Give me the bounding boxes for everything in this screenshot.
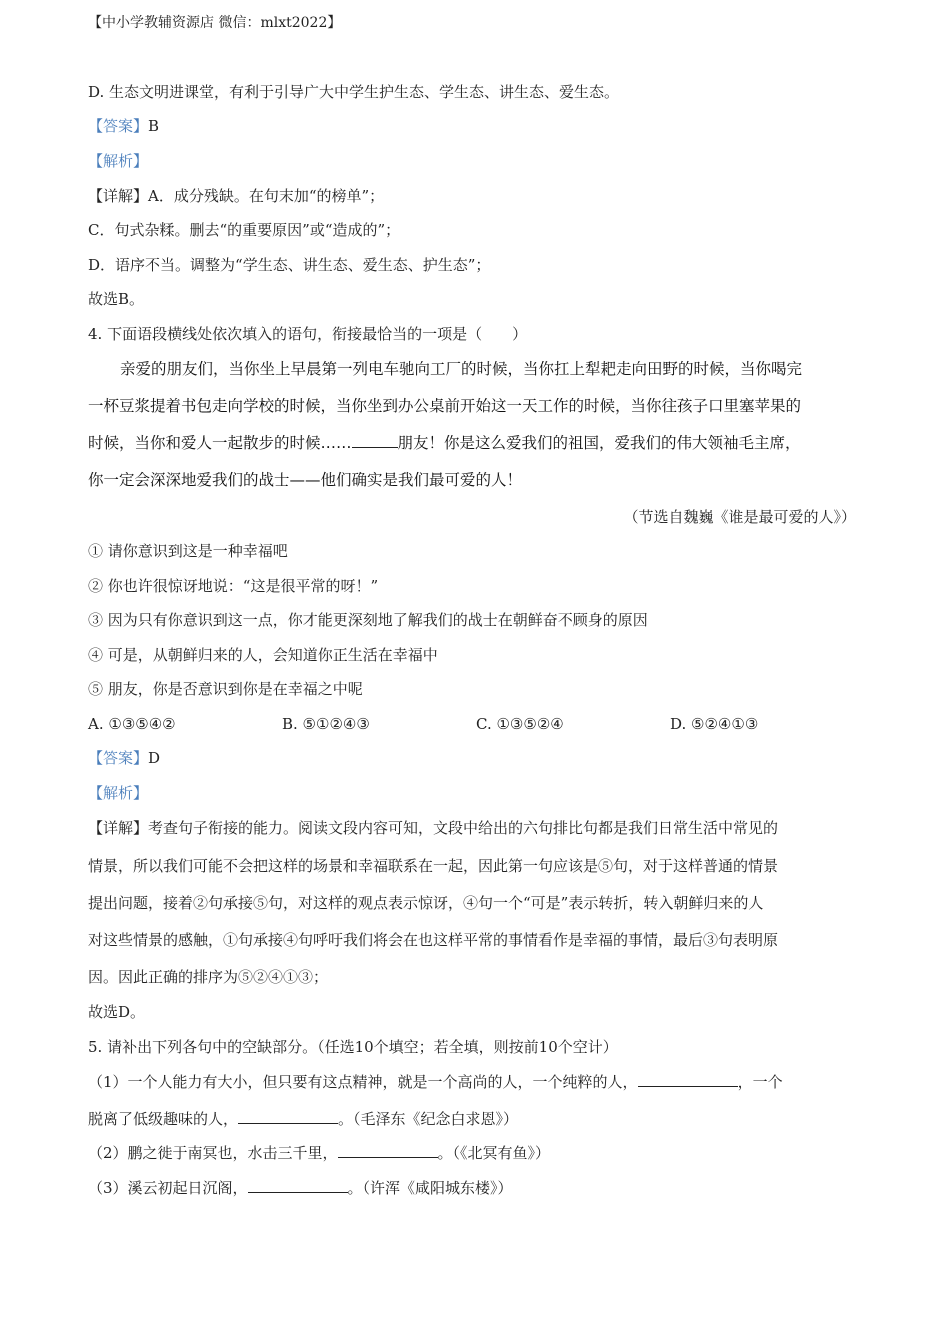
q5-s3-text-a: （3）溪云初起日沉阁， [88, 1179, 248, 1197]
q3-answer: B [148, 117, 160, 135]
fill-blank [238, 1109, 338, 1124]
q5-sentence-1-cont [88, 1109, 518, 1129]
q5-sentence-1 [88, 1072, 783, 1092]
q4-detail-1-text: 考查句子衔接的能力。阅读文段内容可知，文段中给出的六句排比句都是我们日常生活中常见的 [148, 819, 779, 837]
q4-passage-3b: 朋友！你是这么爱我们的祖国，爱我们的伟大领袖毛主席， [397, 434, 801, 452]
q5-s2-text-b: 。（《北冥有鱼》） [437, 1144, 551, 1162]
q4-detail-line-1 [88, 818, 778, 838]
fill-blank [338, 1143, 438, 1158]
answer-tag: 【答案】 [88, 749, 149, 767]
q4-option-b: B. ⑤①②④③ [282, 715, 370, 733]
q5-s3-text-b: 。（许浑《咸阳城东楼》） [347, 1179, 513, 1197]
q4-option-d: D. ⑤②④①③ [670, 715, 759, 733]
q5-sentence-3 [88, 1178, 513, 1198]
q5-s1-text-d: 。（毛泽东《纪念白求恩》） [338, 1110, 519, 1128]
q4-option-a: A. ①③⑤④② [88, 715, 176, 733]
q5-stem: 5. 请补出下列各句中的空缺部分。（任选10个填空；若全填，则按前10个空计） [88, 1038, 618, 1056]
q4-detail-line-4: 对这些情景的感触，①句承接④句呼吁我们将会在也这样平常的事情看作是幸福的事情，最后③句表明原 [88, 931, 779, 949]
detail-tag: 【详解】 [88, 187, 149, 205]
q4-answer-line [88, 748, 160, 768]
q3-detail-c: C．句式杂糅。删去“的重要原因”或“造成的”； [88, 221, 401, 239]
detail-tag: 【详解】 [88, 819, 149, 837]
q4-source: （节选自魏巍《谁是最可爱的人》） [623, 508, 856, 526]
q4-conclusion: 故选D。 [88, 1003, 146, 1021]
q4-passage-line-2: 一杯豆浆提着书包走向学校的时候，当你坐到办公桌前开始这一天工作的时候，当你往孩子口里塞苹果的 [88, 397, 802, 415]
q5-sentence-2 [88, 1143, 550, 1163]
q4-option-c: C. ①③⑤②④ [476, 715, 564, 733]
q3-conclusion: 故选B。 [88, 290, 145, 308]
q4-item-3: ③ 因为只有你意识到这一点，你才能更深刻地了解我们的战士在朝鲜奋不顾身的原因 [88, 611, 648, 629]
q5-s1-text-a: （1）一个人能力有大小，但只要有这点精神，就是一个高尚的人，一个纯粹的人， [88, 1073, 638, 1091]
q3-detail-d: D．语序不当。调整为“学生态、讲生态、爱生态、护生态”； [88, 256, 491, 274]
page-header: 【中小学教辅资源店 微信：mlxt2022】 [88, 15, 342, 31]
answer-tag: 【答案】 [88, 117, 149, 135]
q4-analysis-tag: 【解析】 [88, 784, 149, 802]
q4-passage-line-4: 你一定会深深地爱我们的战士——他们确实是我们最可爱的人！ [88, 471, 523, 489]
q5-s2-text-a: （2）鹏之徙于南冥也，水击三千里， [88, 1144, 338, 1162]
fill-blank [638, 1072, 738, 1087]
q3-option-d: D. 生态文明进课堂，有利于引导广大中学生护生态、学生态、讲生态、爱生态。 [88, 83, 620, 101]
q4-answer: D [148, 749, 161, 767]
q4-passage-line-3 [88, 433, 801, 453]
q5-s1-text-b: ，一个 [737, 1073, 783, 1091]
q3-detail-a-text: A．成分残缺。在句末加“的榜单”； [148, 187, 385, 205]
q4-item-1: ① 请你意识到这是一种幸福吧 [88, 542, 288, 560]
q4-passage-line-1: 亲爱的朋友们，当你坐上早晨第一列电车驰向工厂的时候，当你扛上犁耙走向田野的时候，当你喝完 [120, 360, 803, 378]
q3-answer-line [88, 116, 159, 136]
q4-detail-line-3: 提出问题，接着②句承接⑤句，对这样的观点表示惊讶，④句一个“可是”表示转折，转入朝鲜归来的人 [88, 894, 764, 912]
q3-analysis-tag: 【解析】 [88, 152, 149, 170]
q4-item-5: ⑤ 朋友，你是否意识到你是在幸福之中呢 [88, 680, 363, 698]
q4-detail-line-5: 因。因此正确的排序为⑤②④①③； [88, 968, 329, 986]
q4-item-4: ④ 可是，从朝鲜归来的人，会知道你正生活在幸福中 [88, 646, 438, 664]
fill-blank [248, 1178, 348, 1193]
q5-s1-text-c: 脱离了低级趣味的人， [88, 1110, 239, 1128]
q4-detail-line-2: 情景，所以我们可能不会把这样的场景和幸福联系在一起，因此第一句应该是⑤句，对于这样普通的情景 [88, 857, 779, 875]
fill-blank [352, 433, 398, 448]
q3-detail-a [88, 186, 384, 206]
q4-stem: 4. 下面语段横线处依次填入的语句，衔接最恰当的一项是（ ） [88, 325, 528, 343]
q4-item-2: ② 你也许很惊讶地说：“这是很平常的呀！” [88, 577, 379, 595]
q4-passage-3a: 时候，当你和爱人一起散步的时候…… [88, 434, 352, 452]
